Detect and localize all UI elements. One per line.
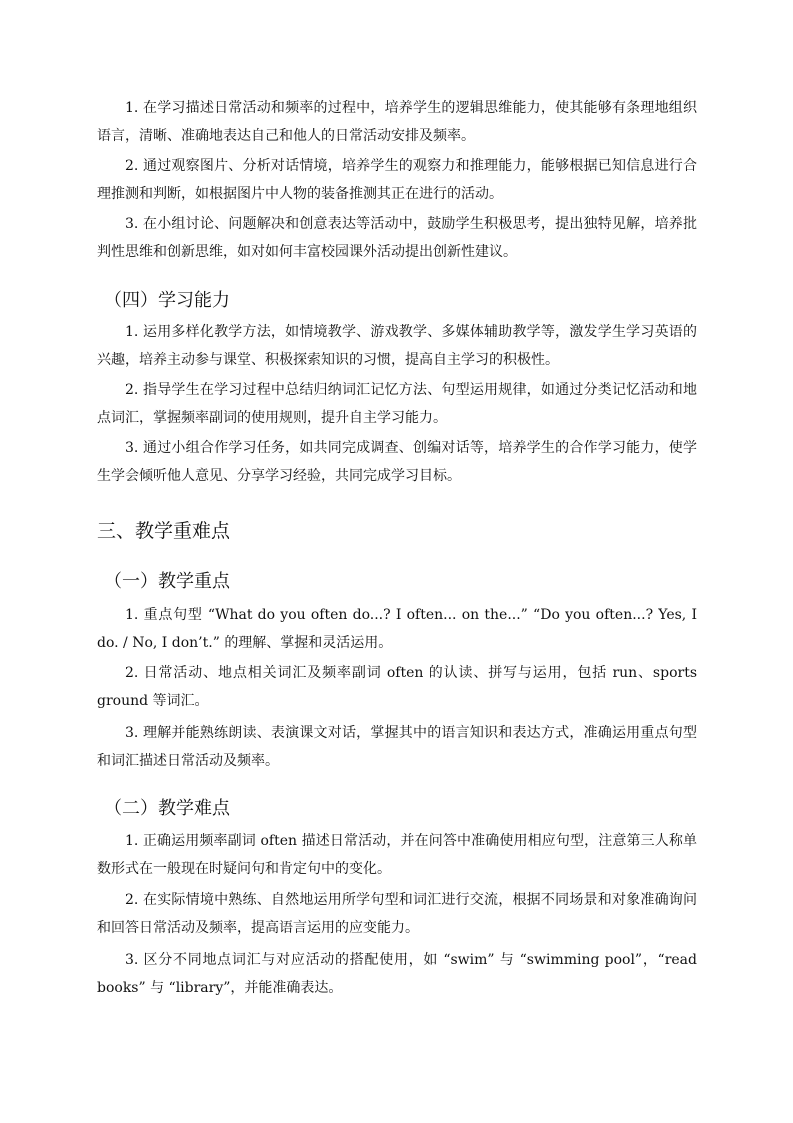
paragraph-learning-3: 3. 通过小组合作学习任务，如共同完成调查、创编对话等，培养学生的合作学习能力，使学生学会倾听他人意见、分享学习经验，共同完成学习目标。 (97, 440, 697, 484)
heading-learning-ability: （四）学习能力 (104, 290, 230, 311)
paragraph-key-1: 1. 重点句型 “What do you often do...? I often... on the...” “Do you often...? Yes, I do. / No, I don’t.” 的理解、掌握和灵活运用。 (97, 607, 697, 651)
paragraph-difficult-1: 1. 正确运用频率副词 often 描述日常活动，并在问答中准确使用相应句型，注意第三人称单数形式在一般现在时疑问句和肯定句中的变化。 (97, 833, 697, 877)
paragraph-key-2: 2. 日常活动、地点相关词汇及频率副词 often 的认读、拼写与运用，包括 run、sports ground 等词汇。 (97, 665, 697, 709)
paragraph-thinking-1: 1. 在学习描述日常活动和频率的过程中，培养学生的逻辑思维能力，使其能够有条理地组织语言，清晰、准确地表达自己和他人的日常活动安排及频率。 (97, 100, 697, 144)
paragraph-thinking-2: 2. 通过观察图片、分析对话情境，培养学生的观察力和推理能力，能够根据已知信息进行合理推测和判断，如根据图片中人物的装备推测其正在进行的活动。 (97, 158, 697, 202)
heading-key-points: （一）教学重点 (104, 571, 230, 592)
paragraph-difficult-3: 3. 区分不同地点词汇与对应活动的搭配使用，如 “swim” 与 “swimming pool”，“read books” 与 “library”，并能准确表达。 (97, 952, 697, 996)
paragraph-learning-1: 1. 运用多样化教学方法，如情境教学、游戏教学、多媒体辅助教学等，激发学生学习英语的兴趣，培养主动参与课堂、积极探索知识的习惯，提高自主学习的积极性。 (97, 324, 697, 368)
paragraph-key-3: 3. 理解并能熟练朗读、表演课文对话，掌握其中的语言知识和表达方式，准确运用重点句型和词汇描述日常活动及频率。 (97, 725, 697, 769)
paragraph-difficult-2: 2. 在实际情境中熟练、自然地运用所学句型和词汇进行交流，根据不同场景和对象准确询问和回答日常活动及频率，提高语言运用的应变能力。 (97, 892, 697, 936)
heading-key-difficult-points: 三、教学重难点 (97, 520, 231, 542)
paragraph-learning-2: 2. 指导学生在学习过程中总结归纳词汇记忆方法、句型运用规律，如通过分类记忆活动和地点词汇，掌握频率副词的使用规则，提升自主学习能力。 (97, 382, 697, 426)
paragraph-thinking-3: 3. 在小组讨论、问题解决和创意表达等活动中，鼓励学生积极思考，提出独特见解，培养批判性思维和创新思维，如对如何丰富校园课外活动提出创新性建议。 (97, 216, 697, 260)
heading-difficult-points: （二）教学难点 (104, 798, 230, 819)
